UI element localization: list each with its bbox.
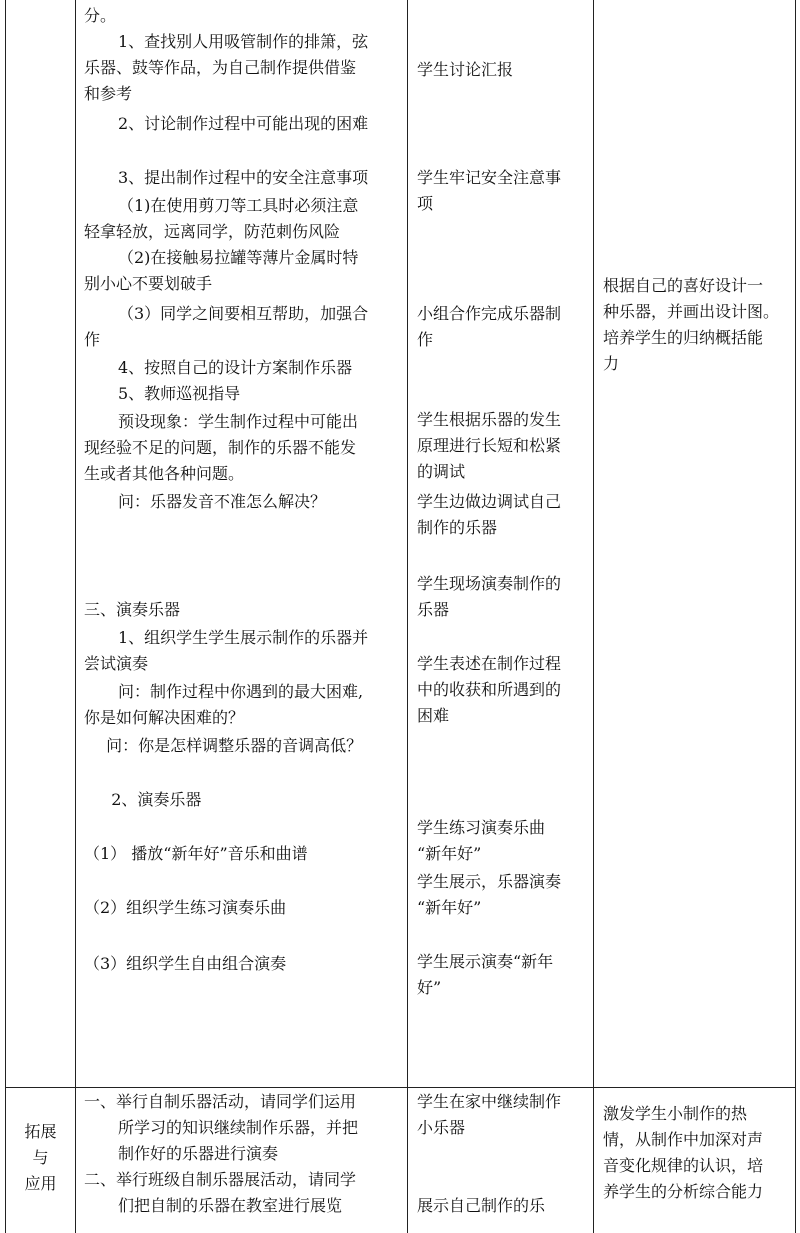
extension-teacher-line: 制作好的乐器进行演奏 — [118, 1144, 279, 1163]
extension-intent-line: 养学生的分析综合能力 — [603, 1182, 764, 1201]
student-activity-line: 乐器 — [417, 600, 450, 619]
design-intent-line: 种乐器，并画出设计图。 — [603, 302, 780, 321]
design-intent-line: 培养学生的归纳概括能 — [603, 328, 764, 347]
student-activity-line: 项 — [417, 194, 434, 213]
teacher-activity-line: 尝试演奏 — [84, 654, 149, 673]
teacher-activity-line: 现经验不足的问题，制作的乐器不能发 — [84, 438, 357, 457]
student-activity-line: 学生展示，乐器演奏 — [417, 872, 562, 891]
student-activity-line: 好” — [417, 978, 442, 997]
teacher-activity-line: 和参考 — [84, 84, 133, 103]
teacher-activity-line: 1、查找别人用吸管制作的排箫，弦 — [118, 32, 369, 51]
extension-student-line: 展示自己制作的乐 — [417, 1196, 546, 1215]
student-activity-line: 小组合作完成乐器制 — [417, 304, 562, 323]
table-border-col2 — [407, 0, 408, 1233]
table-border-col1 — [75, 0, 76, 1233]
teacher-activity-line: 生或者其他各种问题。 — [84, 464, 245, 483]
design-intent-line: 力 — [603, 354, 620, 373]
student-activity-line: 作 — [417, 330, 434, 349]
student-activity-line: 原理进行长短和松紧 — [417, 436, 562, 455]
extension-teacher-line: 二、举行班级自制乐器展活动，请同学 — [84, 1170, 357, 1189]
teacher-activity-line: 你是如何解决困难的？ — [84, 708, 245, 727]
student-activity-line: “新年好” — [417, 898, 482, 917]
section-label-line: 与 — [32, 1148, 49, 1167]
student-activity-line: 中的收获和所遇到的 — [417, 680, 562, 699]
teacher-activity-line: （3）组织学生自由组合演奏 — [84, 954, 287, 973]
teacher-activity-line: （1)在使用剪刀等工具时必须注意 — [118, 196, 359, 215]
teacher-activity-line: （1） 播放“新年好”音乐和曲谱 — [84, 844, 308, 863]
extension-intent-line: 音变化规律的认识，培 — [603, 1156, 764, 1175]
student-activity-line: 学生练习演奏乐曲 — [417, 818, 546, 837]
student-activity-line: “新年好” — [417, 844, 482, 863]
teacher-activity-line: 三、演奏乐器 — [84, 600, 181, 619]
student-activity-line: 学生根据乐器的发生 — [417, 410, 562, 429]
extension-intent-line: 激发学生小制作的热 — [603, 1104, 748, 1123]
extension-teacher-line: 一、举行自制乐器活动，请同学们运用 — [84, 1092, 357, 1111]
extension-student-line: 小乐器 — [417, 1118, 466, 1137]
teacher-activity-line: 分。 — [84, 6, 117, 25]
table-border-col3 — [593, 0, 594, 1233]
table-border-right — [795, 0, 796, 1233]
extension-student-line: 学生在家中继续制作 — [417, 1092, 562, 1111]
student-activity-line: 学生展示演奏“新年 — [417, 952, 554, 971]
teacher-activity-line: （2）组织学生练习演奏乐曲 — [84, 898, 287, 917]
teacher-activity-line: 问：制作过程中你遇到的最大困难, — [118, 682, 364, 701]
teacher-activity-line: 轻拿轻放，远离同学，防范刺伤风险 — [84, 222, 341, 241]
student-activity-line: 学生现场演奏制作的 — [417, 574, 562, 593]
teacher-activity-line: 乐器、鼓等作品，为自己制作提供借鉴 — [84, 58, 357, 77]
extension-teacher-line: 所学习的知识继续制作乐器，并把 — [118, 1118, 359, 1137]
design-intent-line: 根据自己的喜好设计一 — [603, 276, 764, 295]
student-activity-line: 学生表述在制作过程 — [417, 654, 562, 673]
student-activity-line: 制作的乐器 — [417, 518, 498, 537]
teacher-activity-line: （2)在接触易拉罐等薄片金属时特 — [118, 248, 359, 267]
extension-intent-line: 情，从制作中加深对声 — [603, 1130, 764, 1149]
student-activity-line: 困难 — [417, 706, 450, 725]
extension-teacher-line: 们把自制的乐器在教室进行展览 — [118, 1196, 343, 1215]
teacher-activity-line: 5、教师巡视指导 — [118, 384, 241, 403]
student-activity-line: 学生牢记安全注意事 — [417, 168, 562, 187]
teacher-activity-line: 作 — [84, 330, 101, 349]
teacher-activity-line: 问：你是怎样调整乐器的音调高低？ — [106, 736, 363, 755]
teacher-activity-line: （3）同学之间要相互帮助，加强合 — [118, 304, 369, 323]
teacher-activity-line: 1、组织学生学生展示制作的乐器并 — [118, 628, 369, 647]
student-activity-line: 学生讨论汇报 — [417, 60, 514, 79]
section-label-line: 拓展 — [24, 1122, 57, 1141]
teacher-activity-line: 3、提出制作过程中的安全注意事项 — [118, 168, 369, 187]
teacher-activity-line: 2、演奏乐器 — [111, 790, 202, 809]
student-activity-line: 的调试 — [417, 462, 466, 481]
section-label-line: 应用 — [24, 1174, 57, 1193]
student-activity-line: 学生边做边调试自己 — [417, 492, 562, 511]
teacher-activity-line: 4、按照自己的设计方案制作乐器 — [118, 358, 353, 377]
teacher-activity-line: 问：乐器发音不准怎么解决？ — [118, 492, 327, 511]
teacher-activity-line: 2、讨论制作过程中可能出现的困难 — [118, 114, 369, 133]
row-divider — [5, 1087, 796, 1088]
teacher-activity-line: 预设现象：学生制作过程中可能出 — [118, 412, 359, 431]
table-border-left — [5, 0, 6, 1233]
teacher-activity-line: 别小心不要划破手 — [84, 274, 213, 293]
